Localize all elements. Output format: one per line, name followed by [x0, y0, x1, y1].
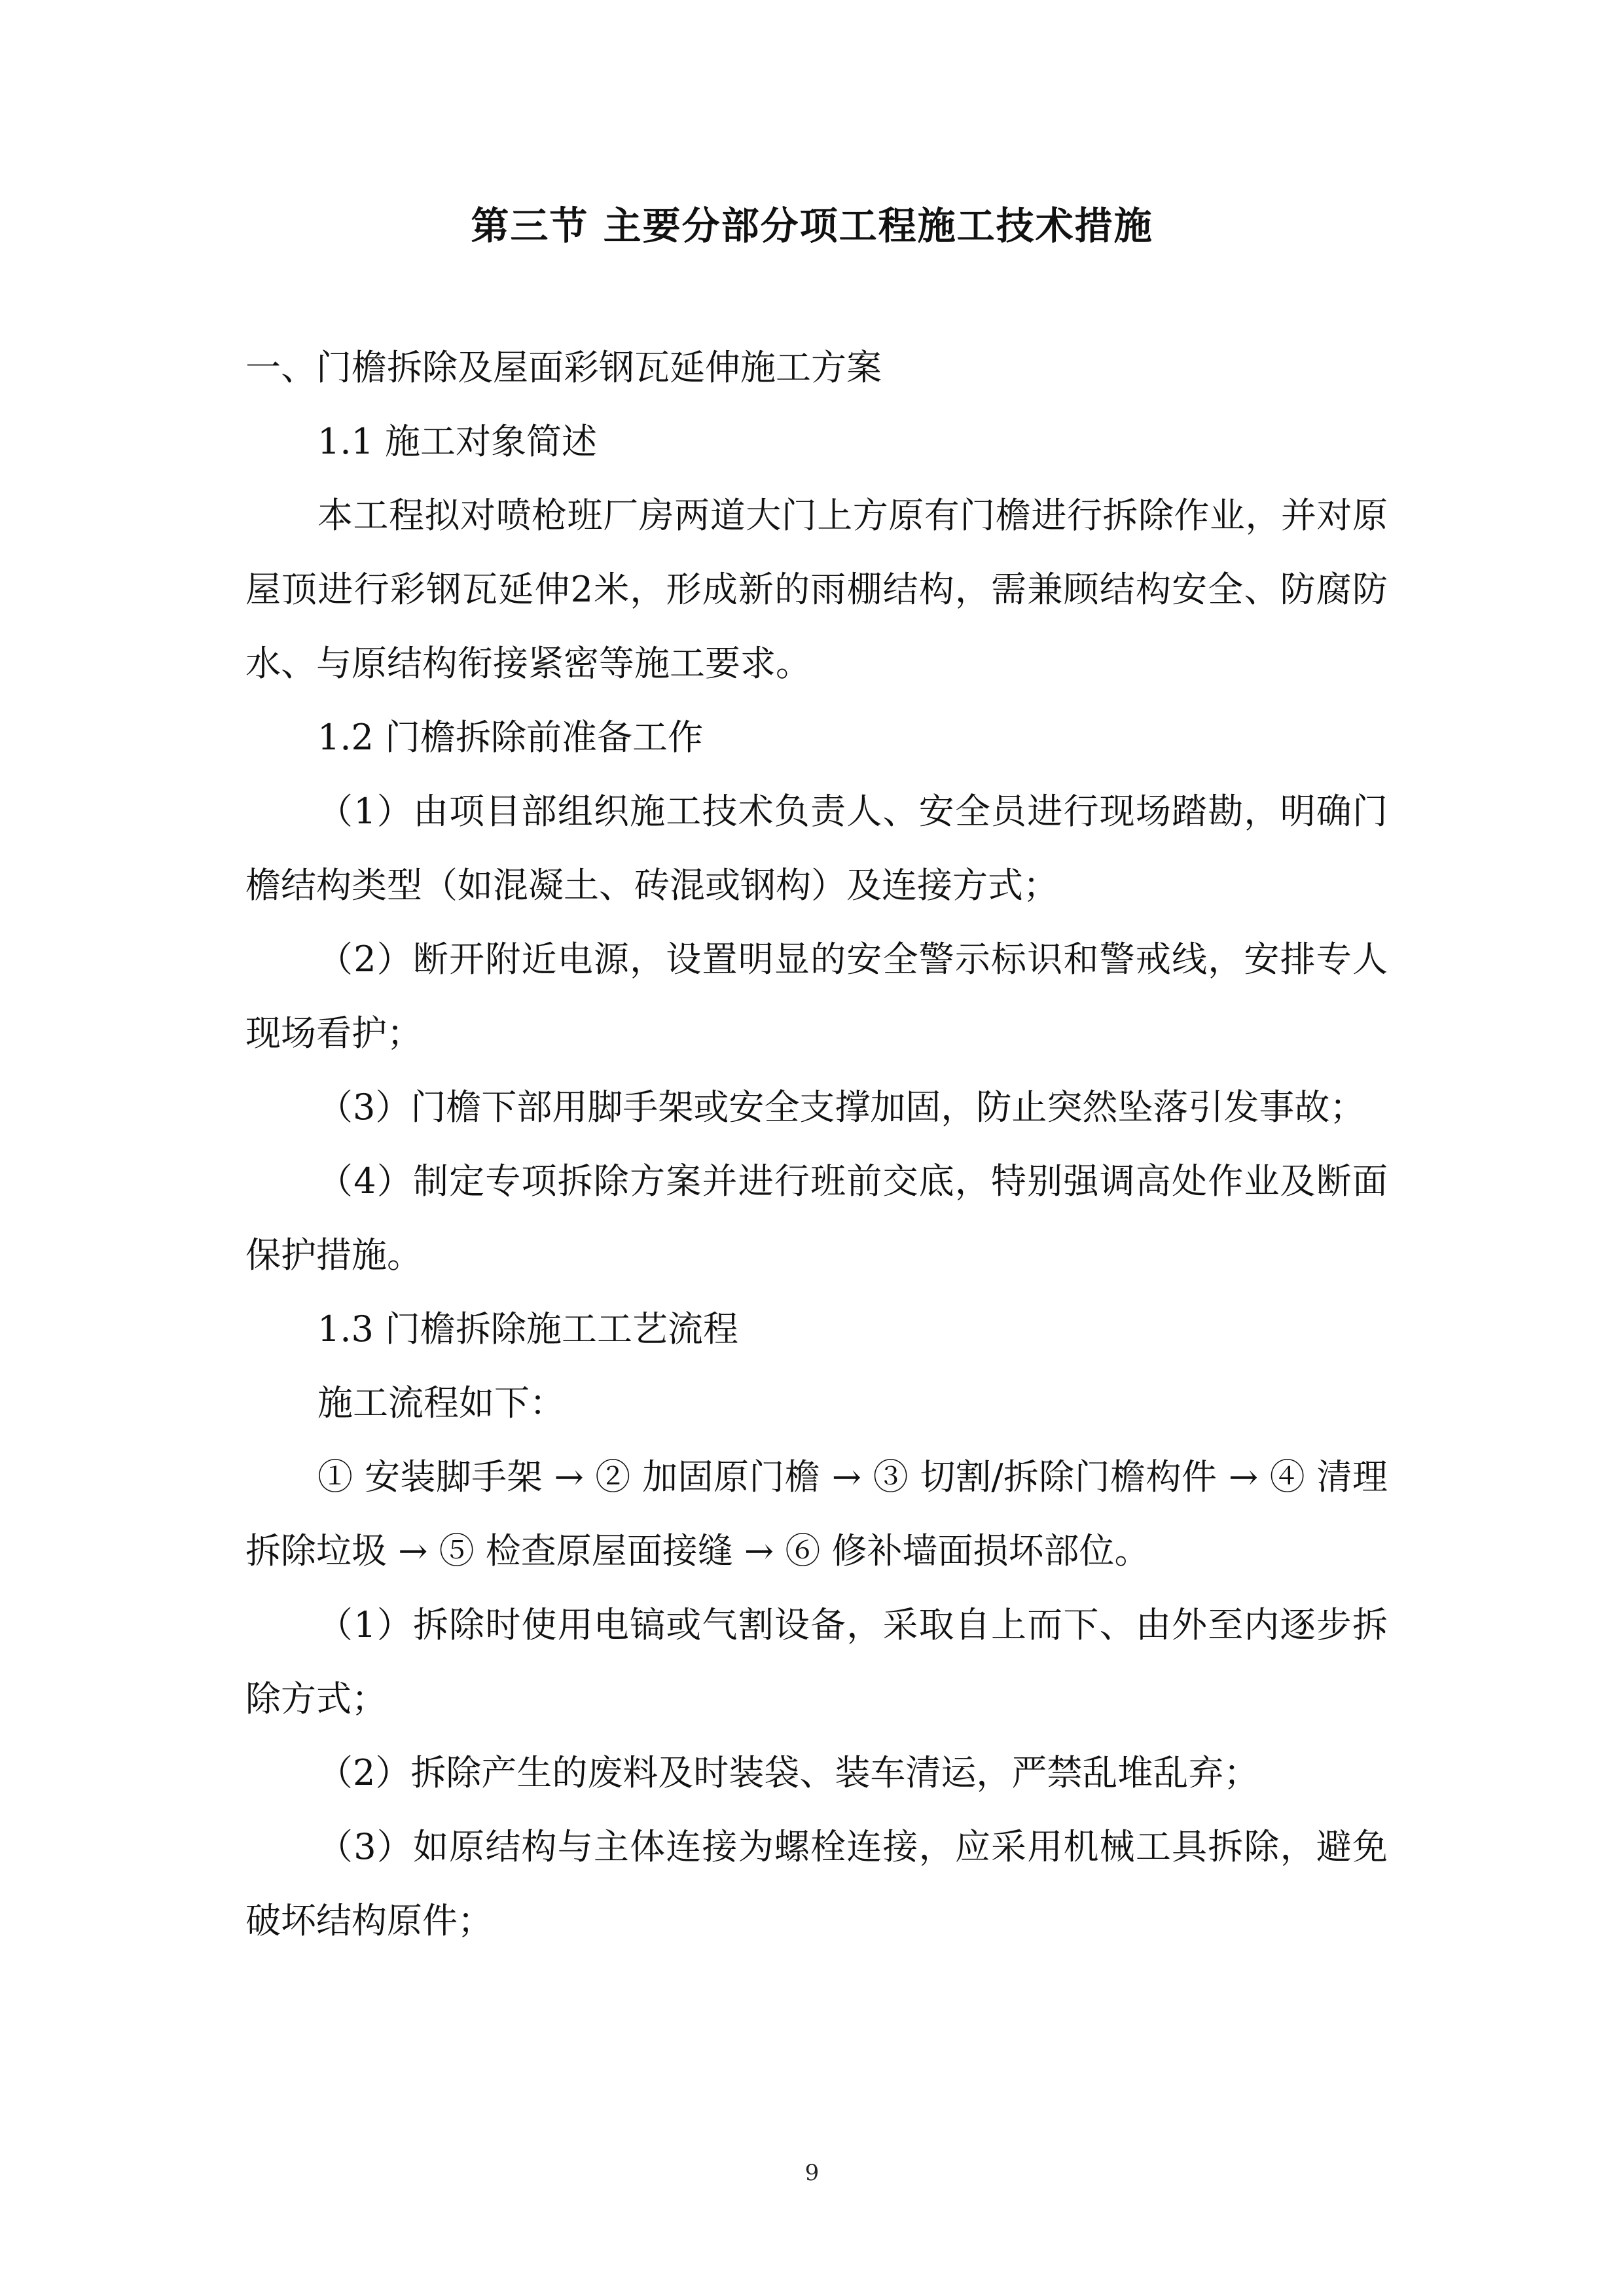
subsection-heading-1-1: 1.1 施工对象简述 [317, 421, 598, 462]
process-flow: ① 安装脚手架 → ② 加固原门檐 → ③ 切割/拆除门檐构件 → ④ 清理拆除垃圾 → ⑤ 检查原屋面接缝 → ⑥ 修补墙面损坏部位。 [245, 1456, 1388, 1571]
list-item: （3）如原结构与主体连接为螺栓连接，应采用机械工具拆除，避免破坏结构原件； [245, 1826, 1388, 1941]
paragraph-1-1: 本工程拟对喷枪班厂房两道大门上方原有门檐进行拆除作业，并对原屋顶进行彩钢瓦延伸2米，形成新的雨棚结构，需兼顾结构安全、防腐防水、与原结构衔接紧密等施工要求。 [245, 495, 1388, 684]
list-item: （1）由项目部组织施工技术负责人、安全员进行现场踏勘，明确门檐结构类型（如混凝土、砖混或钢构）及连接方式； [245, 791, 1388, 906]
document-body [245, 331, 1388, 1958]
page-number: 9 [804, 2160, 820, 2186]
list-item: （2）断开附近电源，设置明显的安全警示标识和警戒线，安排专人现场看护； [245, 939, 1388, 1054]
subsection-heading-1-3: 1.3 门檐拆除施工工艺流程 [317, 1308, 739, 1350]
list-item: （3）门檐下部用脚手架或安全支撑加固，防止突然坠落引发事故； [317, 1086, 1365, 1128]
page-title: 第三节 主要分部分项工程施工技术措施 [471, 204, 1153, 248]
list-item: （4）制定专项拆除方案并进行班前交底，特别强调高处作业及断面保护措施。 [245, 1160, 1388, 1276]
section-heading: 一、门檐拆除及屋面彩钢瓦延伸施工方案 [245, 347, 882, 388]
flow-intro: 施工流程如下： [317, 1382, 565, 1424]
list-item: （2）拆除产生的废料及时装袋、装车清运，严禁乱堆乱弃； [317, 1752, 1259, 1793]
list-item: （1）拆除时使用电镐或气割设备，采取自上而下、由外至内逐步拆除方式； [245, 1604, 1388, 1719]
subsection-heading-1-2: 1.2 门檐拆除前准备工作 [317, 717, 704, 758]
